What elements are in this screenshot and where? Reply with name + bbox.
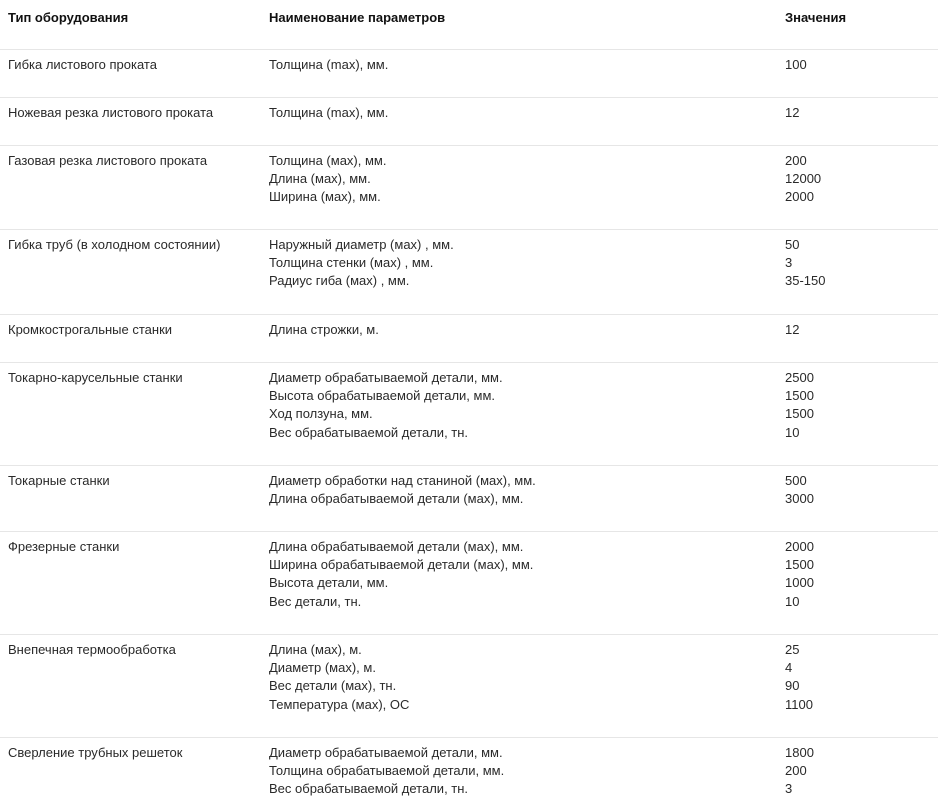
- parameter-value: 1800: [785, 745, 814, 760]
- parameter-name: Вес обрабатываемой детали, тн.: [269, 424, 469, 440]
- parameter-value: 200: [785, 153, 807, 168]
- parameters-cell: [269, 98, 785, 145]
- parameter-name: Вес детали, тн.: [269, 593, 362, 609]
- parameter-value: 1500: [785, 388, 814, 404]
- equipment-type: Токарные станки: [8, 473, 110, 488]
- parameter-value: 12: [785, 105, 800, 120]
- table-row: [0, 363, 938, 466]
- table-row: [0, 635, 938, 738]
- parameter-value: 100: [785, 57, 807, 72]
- parameter-value: 50: [785, 237, 800, 252]
- parameters-cell: [269, 635, 785, 737]
- parameter-name: Высота детали, мм.: [269, 575, 389, 591]
- parameter-name: Толщина (мах), мм.: [269, 153, 387, 168]
- parameter-value: 12: [785, 322, 800, 337]
- parameter-name: Диаметр обрабатываемой детали, мм.: [269, 745, 503, 760]
- parameters-cell: [269, 532, 785, 634]
- equipment-type-cell: [0, 635, 269, 737]
- parameter-name: Диаметр (мах), м.: [269, 660, 376, 676]
- table-row: [0, 230, 938, 315]
- parameter-name: Длина строжки, м.: [269, 322, 379, 337]
- equipment-type-cell: [0, 738, 269, 808]
- equipment-type-cell: [0, 98, 269, 145]
- values-cell: [785, 738, 938, 808]
- parameter-value: 2000: [785, 539, 814, 554]
- equipment-type: Кромкострогальные станки: [8, 322, 173, 337]
- parameter-name: Ход ползуна, мм.: [269, 406, 373, 422]
- parameter-name: Диаметр обработки над станиной (мах), мм.: [269, 473, 536, 488]
- values-cell: [785, 363, 938, 465]
- parameter-name: Вес обрабатываемой детали, тн.: [269, 781, 469, 797]
- parameter-value: 3: [785, 255, 793, 271]
- parameter-value: 90: [785, 678, 800, 694]
- table-row: [0, 532, 938, 635]
- parameters-cell: [269, 50, 785, 97]
- parameter-value: 1100: [785, 696, 813, 712]
- header-equipment-type: Тип оборудования: [8, 10, 129, 25]
- parameter-name: Температура (мах), ОС: [269, 696, 410, 712]
- table-row: [0, 50, 938, 98]
- parameters-cell: [269, 466, 785, 531]
- parameter-name: Толщина стенки (мах) , мм.: [269, 255, 434, 271]
- parameter-name: Толщина обрабатываемой детали, мм.: [269, 763, 505, 779]
- equipment-type-cell: [0, 230, 269, 314]
- parameter-name: Толщина (max), мм.: [269, 57, 389, 72]
- parameter-name: Диаметр обрабатываемой детали, мм.: [269, 370, 503, 385]
- parameter-value: 1500: [785, 406, 814, 422]
- table-row: [0, 98, 938, 146]
- table-row: [0, 146, 938, 230]
- table-row: [0, 738, 938, 808]
- parameter-value: 500: [785, 473, 807, 488]
- parameter-value: 2500: [785, 370, 814, 385]
- equipment-type: Сверление трубных решеток: [8, 745, 183, 760]
- values-cell: [785, 146, 938, 229]
- table-row: [0, 315, 938, 363]
- parameters-cell: [269, 146, 785, 229]
- parameter-value: 200: [785, 763, 807, 779]
- values-cell: [785, 532, 938, 634]
- parameters-cell: [269, 738, 785, 808]
- parameter-name: Радиус гиба (мах) , мм.: [269, 273, 410, 289]
- parameters-cell: [269, 363, 785, 465]
- header-parameter-name: Наименование параметров: [269, 10, 446, 25]
- values-cell: [785, 466, 938, 531]
- parameter-value: 1500: [785, 557, 814, 573]
- values-cell: [785, 50, 938, 97]
- parameters-cell: [269, 315, 785, 362]
- parameter-name: Длина (мах), мм.: [269, 171, 371, 187]
- parameter-value: 10: [785, 424, 800, 440]
- equipment-type: Гибка листового проката: [8, 57, 157, 72]
- equipment-type: Ножевая резка листового проката: [8, 105, 214, 120]
- values-cell: [785, 315, 938, 362]
- equipment-type-cell: [0, 532, 269, 634]
- equipment-type: Внепечная термообработка: [8, 642, 176, 657]
- header-values: Значения: [785, 10, 847, 25]
- parameter-value: 3: [785, 781, 793, 797]
- equipment-type-cell: [0, 50, 269, 97]
- equipment-type-cell: [0, 466, 269, 531]
- parameter-name: Толщина (max), мм.: [269, 105, 389, 120]
- equipment-type: Газовая резка листового проката: [8, 153, 208, 168]
- parameter-value: 2000: [785, 189, 814, 205]
- parameter-name: Длина обрабатываемой детали (мах), мм.: [269, 491, 524, 507]
- parameter-name: Длина (мах), м.: [269, 642, 362, 657]
- values-cell: [785, 635, 938, 737]
- parameter-name: Вес детали (мах), тн.: [269, 678, 397, 694]
- parameter-value: 3000: [785, 491, 814, 507]
- parameter-name: Ширина (мах), мм.: [269, 189, 381, 205]
- parameter-name: Длина обрабатываемой детали (мах), мм.: [269, 539, 524, 554]
- parameter-name: Наружный диаметр (мах) , мм.: [269, 237, 454, 252]
- parameter-value: 4: [785, 660, 793, 676]
- equipment-type-cell: [0, 315, 269, 362]
- parameter-name: Высота обрабатываемой детали, мм.: [269, 388, 496, 404]
- parameter-value: 25: [785, 642, 800, 657]
- values-cell: [785, 230, 938, 314]
- equipment-type-cell: [0, 146, 269, 229]
- parameter-value: 10: [785, 593, 800, 609]
- table-row: [0, 466, 938, 532]
- parameter-value: 12000: [785, 171, 822, 187]
- parameters-cell: [269, 230, 785, 314]
- parameter-name: Ширина обрабатываемой детали (мах), мм.: [269, 557, 534, 573]
- equipment-type: Фрезерные станки: [8, 539, 120, 554]
- equipment-type: Гибка труб (в холодном состоянии): [8, 237, 221, 252]
- table-header: [0, 0, 938, 50]
- table-body: [0, 50, 938, 808]
- equipment-type-cell: [0, 363, 269, 465]
- parameter-value: 1000: [785, 575, 814, 591]
- equipment-type: Токарно-карусельные станки: [8, 370, 183, 385]
- values-cell: [785, 98, 938, 145]
- parameter-value: 35-150: [785, 273, 826, 289]
